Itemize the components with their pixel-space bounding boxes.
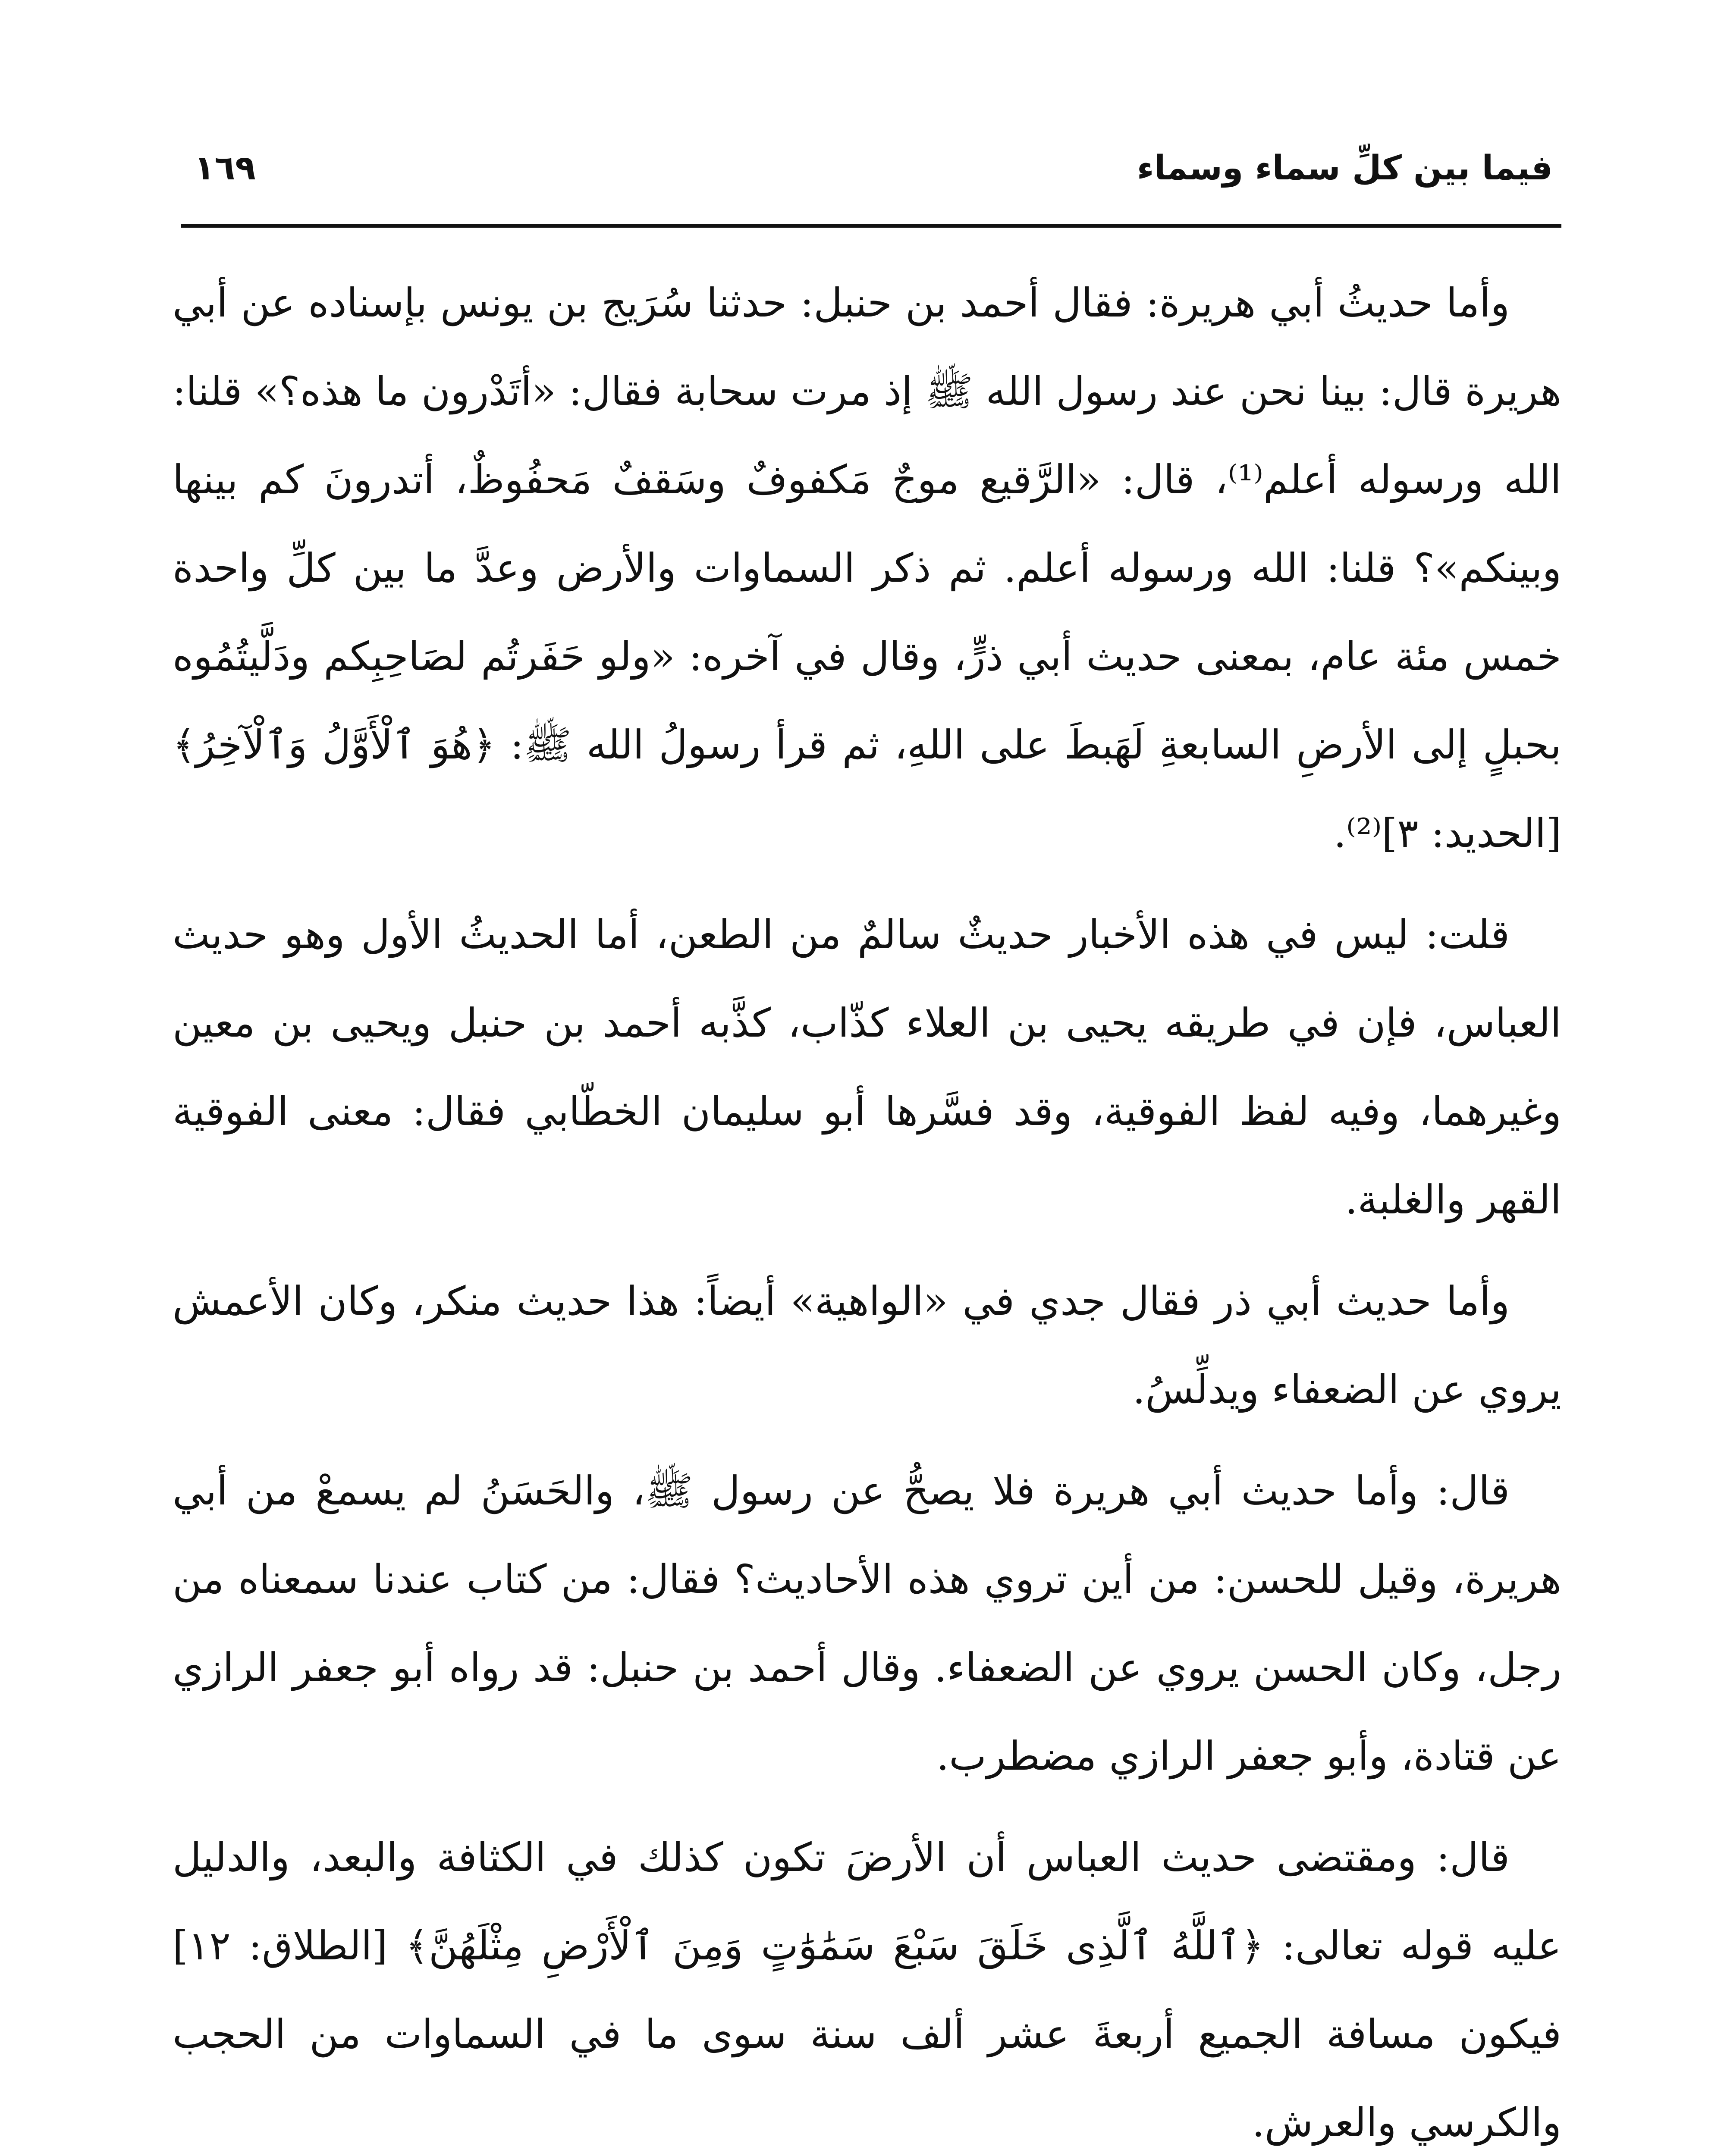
paragraph: وأما حديث أبي ذر فقال جدي في «الواهية» أيضاً: هذا حديث منكر، وكان الأعمش يروي عن الضعفاء ويدلِّسُ. [173,1278,1561,1413]
main-text [173,259,1561,2146]
paragraph: قلت: ليس في هذه الأخبار حديثٌ سالمٌ من الطعن، أما الحديثُ الأول وهو حديث العباس، فإن في طريقه يحيى بن العلاء كذّاب، كذَّبه أحمد بن حنبل ويحيى بن معين وغيرهما، وفيه لفظ الفوقية، وقد فسَّرها أبو سليمان الخطّابي فقال: معنى الفوقية القهر والغلبة. [173,912,1561,1223]
page-number: ١٦٩ [194,149,256,188]
paragraph: قال: وأما حديث أبي هريرة فلا يصحُّ عن رسول ﷺ، والحَسَنُ لم يسمعْ من أبي هريرة، وقيل للحسن: من أين تروي هذه الأحاديث؟ فقال: من كتاب عندنا سمعناه من رجل، وكان الحسن يروي عن الضعفاء. وقال أحمد بن حنبل: قد رواه أبو جعفر الرازي عن قتادة، وأبو جعفر الرازي مضطرب. [173,1468,1561,1779]
page-header [181,142,1553,203]
paragraph: قال: ومقتضى حديث العباس أن الأرضَ تكون كذلك في الكثافة والبعد، والدليل عليه قوله تعالى: ﴿ٱللَّهُ ٱلَّذِى خَلَقَ سَبْعَ سَمَٰوَٰتٍ وَمِنَ ٱلْأَرْضِ مِثْلَهُنَّ﴾ [الطلاق: ١٢] فيكون مسافة الجميع أربعةَ عشر ألف سنة سوى ما في السماوات من الحجب والكرسي والعرش. [173,1834,1561,2146]
running-title: فيما بين كلِّ سماء وسماء [1137,149,1553,188]
header-rule [181,224,1561,228]
paragraph: وأما حديثُ أبي هريرة: فقال أحمد بن حنبل: حدثنا سُرَيج بن يونس بإسناده عن أبي هريرة قال: بينا نحن عند رسول الله ﷺ إذ مرت سحابة فقال: «أتَدْرون ما هذه؟» قلنا: الله ورسوله أعلم⁽¹⁾، قال: «الرَّقيع موجٌ مَكفوفٌ وسَقفٌ مَحفُوظٌ، أتدرونَ كم بينها وبينكم»؟ قلنا: الله ورسوله أعلم. ثم ذكر السماوات والأرض وعدَّ ما بين كلِّ واحدة خمس مئة عام، بمعنى حديث أبي ذرٍّ، وقال في آخره: «ولو حَفَرتُم لصَاحِبِكم ودَلَّيتُمُوه بحبلٍ إلى الأرضِ السابعةِ لَهَبطَ على اللهِ، ثم قرأ رسولُ الله ﷺ: ﴿هُوَ ٱلْأَوَّلُ وَٱلْآخِرُ﴾[الحديد: ٣]⁽²⁾. [173,280,1561,856]
